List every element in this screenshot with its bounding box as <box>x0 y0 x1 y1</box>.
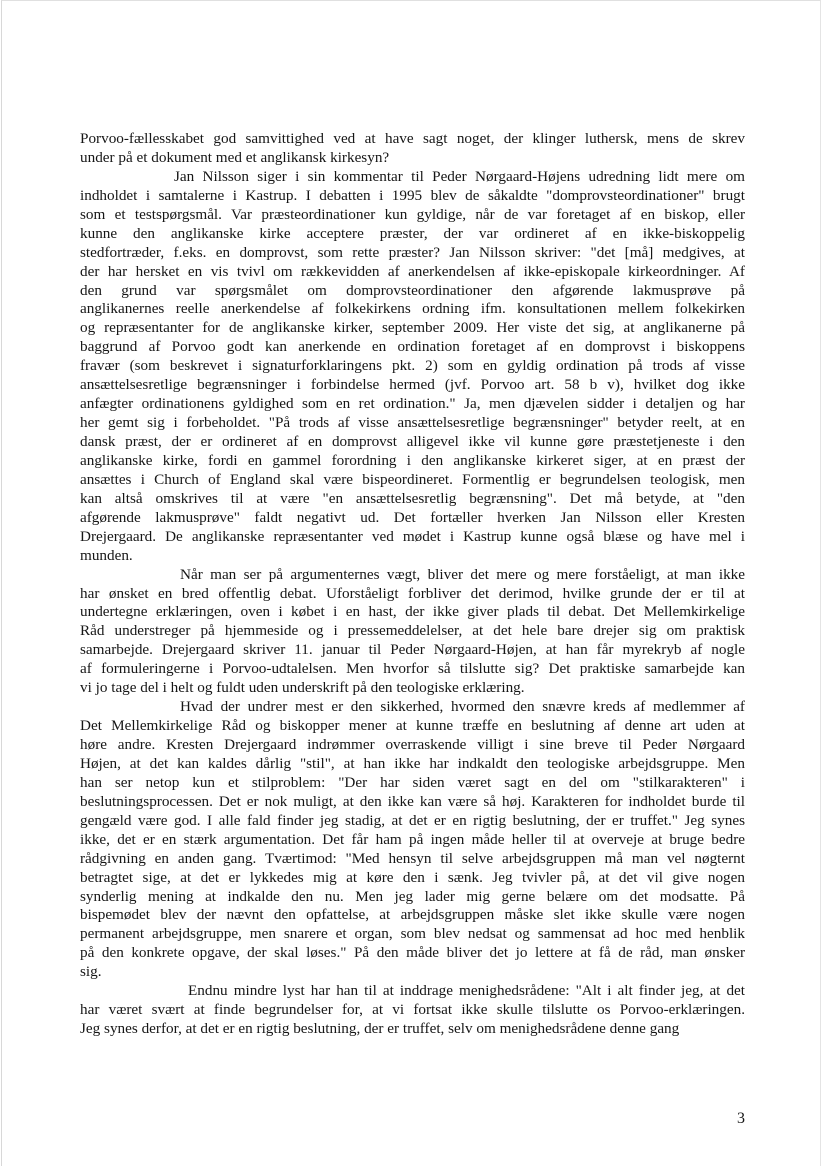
text-line: dansk præst, der er ordineret af en domprovst alligevel ikke vil kunne gøre præstetjeneste i den <box>80 433 745 450</box>
text-line: anglikanske kirke, fordi en gammel forordning i den anglikanske kirkeret siger, at en præst der <box>80 451 745 469</box>
page-number: 3 <box>737 1110 745 1127</box>
text-line: synderlig mening at indkalde den nu. Men jeg lader mig gerne belære om det modsatte. På <box>80 887 745 905</box>
text-line: bispemødet blev der nævnt den opfattelse, at arbejdsgruppen måske slet ikke skulle være nogen <box>80 906 745 924</box>
text-line: sig. <box>80 963 102 981</box>
text-line: rådgivning en anden gang. Tværtimod: "Med hensyn til selve arbejdsgruppen må man vel nøgternt <box>80 849 745 867</box>
text-line: indholdet i samtalerne i Kastrup. I debatten i 1995 blev de såkaldte "domprovsteordinationer" brugt <box>80 186 745 204</box>
paragraph <box>80 130 745 168</box>
text-line: anfægter ordinationens gyldighed som en ret ordination." Ja, men djævelen sidder i detaljen og har <box>80 395 745 413</box>
text-line: Jan Nilsson siger i sin kommentar til Peder Nørgaard-Højens udredning lidt mere om <box>174 167 745 185</box>
text-line: afgørende lakmusprøve" faldt negativt ud. Det fortæller hverken Jan Nilsson eller Kresten <box>80 508 745 526</box>
text-line: stedfortræder, f.eks. en domprovst, som rette præster? Jan Nilsson skriver: "det [må] medgives, at <box>80 243 745 261</box>
text-line: samarbejde. Drejergaard skriver 11. januar til Peder Nørgaard-Højen, at han får myrekryb af nogle <box>80 641 745 659</box>
text-line: beslutningsprocessen. Det er nok muligt, at den ikke kan være så høj. Karakteren for indholdet burde til <box>80 792 745 810</box>
text-line: har ønsket en bred offentlig debat. Uforståeligt forbliver det derimod, hvilke grunde der er til at <box>80 584 745 602</box>
text-line: Det Mellemkirkelige Råd og biskopper mener at kunne træffe en beslutning af denne art uden at <box>80 717 745 735</box>
text-line: baggrund af Porvoo godt kan anerkende en ordination foretaget af en domprovst i biskoppens <box>80 338 745 356</box>
text-line: Hvad der undrer mest er den sikkerhed, hvormed den snævre kreds af medlemmer af <box>180 698 745 716</box>
paragraph <box>80 566 745 699</box>
text-line: der har hersket en vis tvivl om rækkevidden af anerkendelsen af ikke-episkopale kirkeordninger. Af <box>80 262 745 280</box>
text-line: her gemt sig i forbeholdet. "På trods af visse ansættelsesretlige begrænsninger" betyder reelt, at en <box>80 414 745 432</box>
text-line: gengæld være god. I alle fald finder jeg stadig, at det er en rigtig beslutning, der er truffet." Jeg synes <box>80 811 745 829</box>
text-line: Når man ser på argumenternes vægt, bliver det mere og mere forståeligt, at man ikke <box>180 565 745 583</box>
text-line: ansættes i Church of England skal være bispeordineret. Formentlig er begrundelsen teologisk, men <box>80 470 745 488</box>
text-line: på den konkrete opgave, der skal løses." På den måde bliver det jo lettere at få de råd, man ønsker <box>80 944 745 962</box>
text-line: har været svært at finde begrundelser for, at vi fortsat ikke skulle tilslutte os Porvoo-erklæringen. <box>80 1001 745 1019</box>
text-line: og repræsentanter for de anglikanske kirker, september 2009. Her viste det sig, at anglikanerne på <box>80 319 745 337</box>
text-line: kan altså omskrives til at være "en ansættelsesretlig begrænsning". Det må betyde, at "den <box>80 489 745 507</box>
document-body <box>80 130 745 1039</box>
text-line: Endnu mindre lyst har han til at inddrage menighedsrådene: "Alt i alt finder jeg, at det <box>188 982 745 1000</box>
text-line: som et testspørgsmål. Var præsteordinationer kun gyldige, når de var foretaget af en biskop, eller <box>80 205 745 223</box>
text-line: af formuleringerne i Porvoo-udtalelsen. Men hvorfor så tilslutte sig? Det praktiske samarbejde kan <box>80 660 745 678</box>
text-line: kunne den anglikanske kirke acceptere præster, der var ordineret af en ikke-biskoppelig <box>80 224 745 242</box>
text-line: betragtet sige, at det er lykkedes mig at køre den i sænk. Jeg tvivler på, at det vil give nogen <box>80 868 745 886</box>
text-line: ikke, det er en stærk argumentation. Det får ham på ingen måde heller til at overveje at bruge bedre <box>80 830 745 848</box>
text-line: munden. <box>80 546 133 564</box>
text-line: Højen, at det kan kaldes dårlig "stil", at han ikke har indkaldt den teologiske arbejdsgruppe. Men <box>80 754 745 772</box>
text-line: anglikanernes reelle anerkendelse af folkekirkens ordning ifm. konsultationen mellem folkekirken <box>80 300 745 318</box>
text-line: den grund var spørgsmålet om domprovsteordinationer den afgørende lakmusprøve på <box>80 281 745 299</box>
text-line: permanent arbejdsgruppe, men snarere et organ, som blev nedsat og sammensat ad hoc med henblik <box>80 925 745 943</box>
paragraph <box>80 168 745 566</box>
text-line: han ser netop kun et stilproblem: "Der har siden været sagt en del om "stilkarakteren" i <box>80 773 745 791</box>
text-line: Drejergaard. De anglikanske repræsentanter ved mødet i Kastrup kunne også blæse og have mel i <box>80 527 745 545</box>
text-line: Råd understreger på hjemmeside og i pressemeddelelser, at det hele bare drejer sig om praktisk <box>80 622 745 640</box>
text-line: undertegne erklæringen, oven i købet i en hast, der ikke giver plads til debat. Det Mellemkirkelige <box>80 603 745 621</box>
paragraph <box>80 698 745 982</box>
text-line: Jeg synes derfor, at det er en rigtig beslutning, der er truffet, selv om menighedsrådene denne gang <box>80 1020 680 1038</box>
text-line: vi jo tage del i helt og fuldt uden underskrift på den teologiske erklæring. <box>80 679 525 697</box>
text-line: høre andre. Kresten Drejergaard indrømmer overraskende villigt i sine breve til Peder Nørgaard <box>80 736 745 753</box>
text-line: fravær (som beskrevet i signaturforklaringens pkt. 2) som en gyldig ordination på trods af visse <box>80 357 745 375</box>
paragraph <box>80 982 745 1039</box>
text-line: Porvoo-fællesskabet god samvittighed ved at have sagt noget, der klinger luthersk, mens de skrev <box>80 130 745 147</box>
text-line: under på et dokument med et anglikansk kirkesyn? <box>80 148 390 166</box>
text-line: ansættelsesretlige begrænsninger i forbindelse hermed (jvf. Porvoo art. 58 b v), hvilket dog ikke <box>80 376 745 394</box>
